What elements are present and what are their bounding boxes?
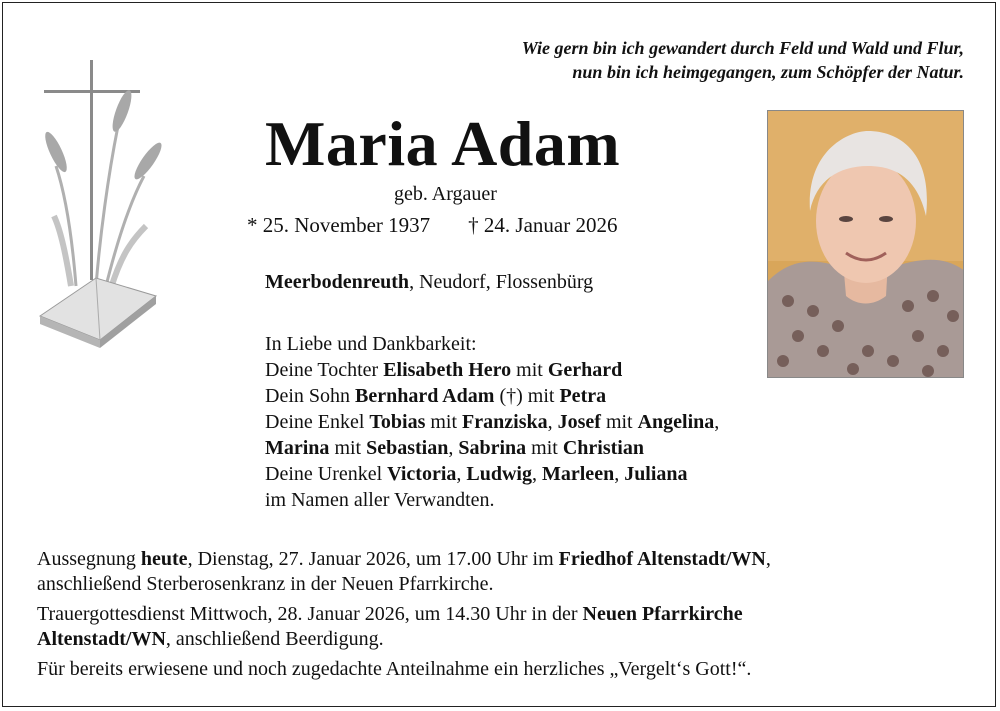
mourner-line [265, 435, 719, 461]
aussegnung-paragraph [37, 547, 771, 597]
name: Petra [559, 385, 607, 407]
portrait-photo [767, 110, 964, 378]
name: Bernhard Adam [355, 385, 495, 407]
name: Ludwig [466, 463, 532, 485]
text: , [614, 463, 625, 485]
name: Gerhard [547, 359, 623, 381]
emphasis: Friedhof Altenstadt/WN [558, 548, 766, 570]
text: mit [425, 411, 463, 433]
place-main: Meerbodenreuth [265, 271, 410, 293]
name: Marina [265, 437, 330, 459]
name: Juliana [624, 463, 688, 485]
name: Tobias [369, 411, 426, 433]
text: Trauergottesdienst Mittwoch, 28. Januar 2026, um 14.30 Uhr in der [37, 603, 583, 625]
funeral-notice [37, 547, 771, 687]
text: Deine Urenkel [265, 463, 388, 485]
birth-date: * 25. November 1937 [247, 213, 431, 237]
text: mit [600, 411, 638, 433]
notice-line [37, 547, 771, 572]
notice-line [37, 602, 771, 627]
text: mit [526, 437, 563, 459]
name: Sabrina [458, 437, 527, 459]
name: Sebastian [366, 437, 449, 459]
text: , anschließend Beerdigung. [165, 628, 384, 650]
text: , [448, 437, 459, 459]
text: , [547, 411, 558, 433]
notice-line: anschließend Sterberosenkranz in der Neuen Pfarrkirche. [37, 573, 494, 595]
name: Victoria [387, 463, 457, 485]
mourner-line [265, 461, 719, 487]
emphasis: heute [140, 548, 188, 570]
mourners-closing: im Namen aller Verwandten. [265, 489, 495, 511]
thanks-line: Für bereits erwiesene und noch zugedachte Anteilnahme ein herzliches „Vergelt‘s Gott!“. [37, 658, 752, 680]
mourners-list [265, 331, 719, 513]
cross-wheat-book-icon [36, 56, 166, 356]
deceased-name: Maria Adam [265, 108, 621, 179]
home-places [265, 271, 593, 294]
name: Christian [562, 437, 644, 459]
mourner-line [265, 409, 719, 435]
death-date: † 24. Januar 2026 [468, 213, 618, 237]
mourners-intro: In Liebe und Dankbarkeit: [265, 333, 477, 355]
name: Josef [557, 411, 601, 433]
birth-name: geb. Argauer [394, 183, 497, 205]
text: Deine Enkel [265, 411, 370, 433]
text: , [714, 411, 720, 433]
name: Elisabeth Hero [383, 359, 512, 381]
text: (†) mit [494, 385, 560, 407]
notice-line [37, 627, 771, 652]
text: Dein Sohn [265, 385, 355, 407]
text: , [532, 463, 542, 485]
text: , [456, 463, 467, 485]
emphasis: Altenstadt/WN [37, 628, 166, 650]
text: , Dienstag, 27. Januar 2026, um 17.00 Uhr im [187, 548, 559, 570]
name: Franziska [462, 411, 548, 433]
poem-line: nun bin ich heimgegangen, zum Schöpfer der Natur. [572, 62, 964, 82]
text: Aussegnung [37, 548, 141, 570]
mourner-line [265, 383, 719, 409]
text: mit [329, 437, 367, 459]
life-dates [247, 213, 617, 238]
emphasis: Neuen Pfarrkirche [582, 603, 743, 625]
name: Angelina [637, 411, 715, 433]
name: Marleen [542, 463, 615, 485]
poem-line: Wie gern bin ich gewandert durch Feld und Wald und Flur, [521, 38, 964, 58]
trauer-paragraph [37, 602, 771, 652]
mourner-line [265, 357, 719, 383]
text: mit [511, 359, 548, 381]
text: Deine Tochter [265, 359, 384, 381]
poem [522, 36, 964, 84]
text: , [765, 548, 771, 570]
place-rest: , Neudorf, Flossenbürg [409, 271, 594, 293]
